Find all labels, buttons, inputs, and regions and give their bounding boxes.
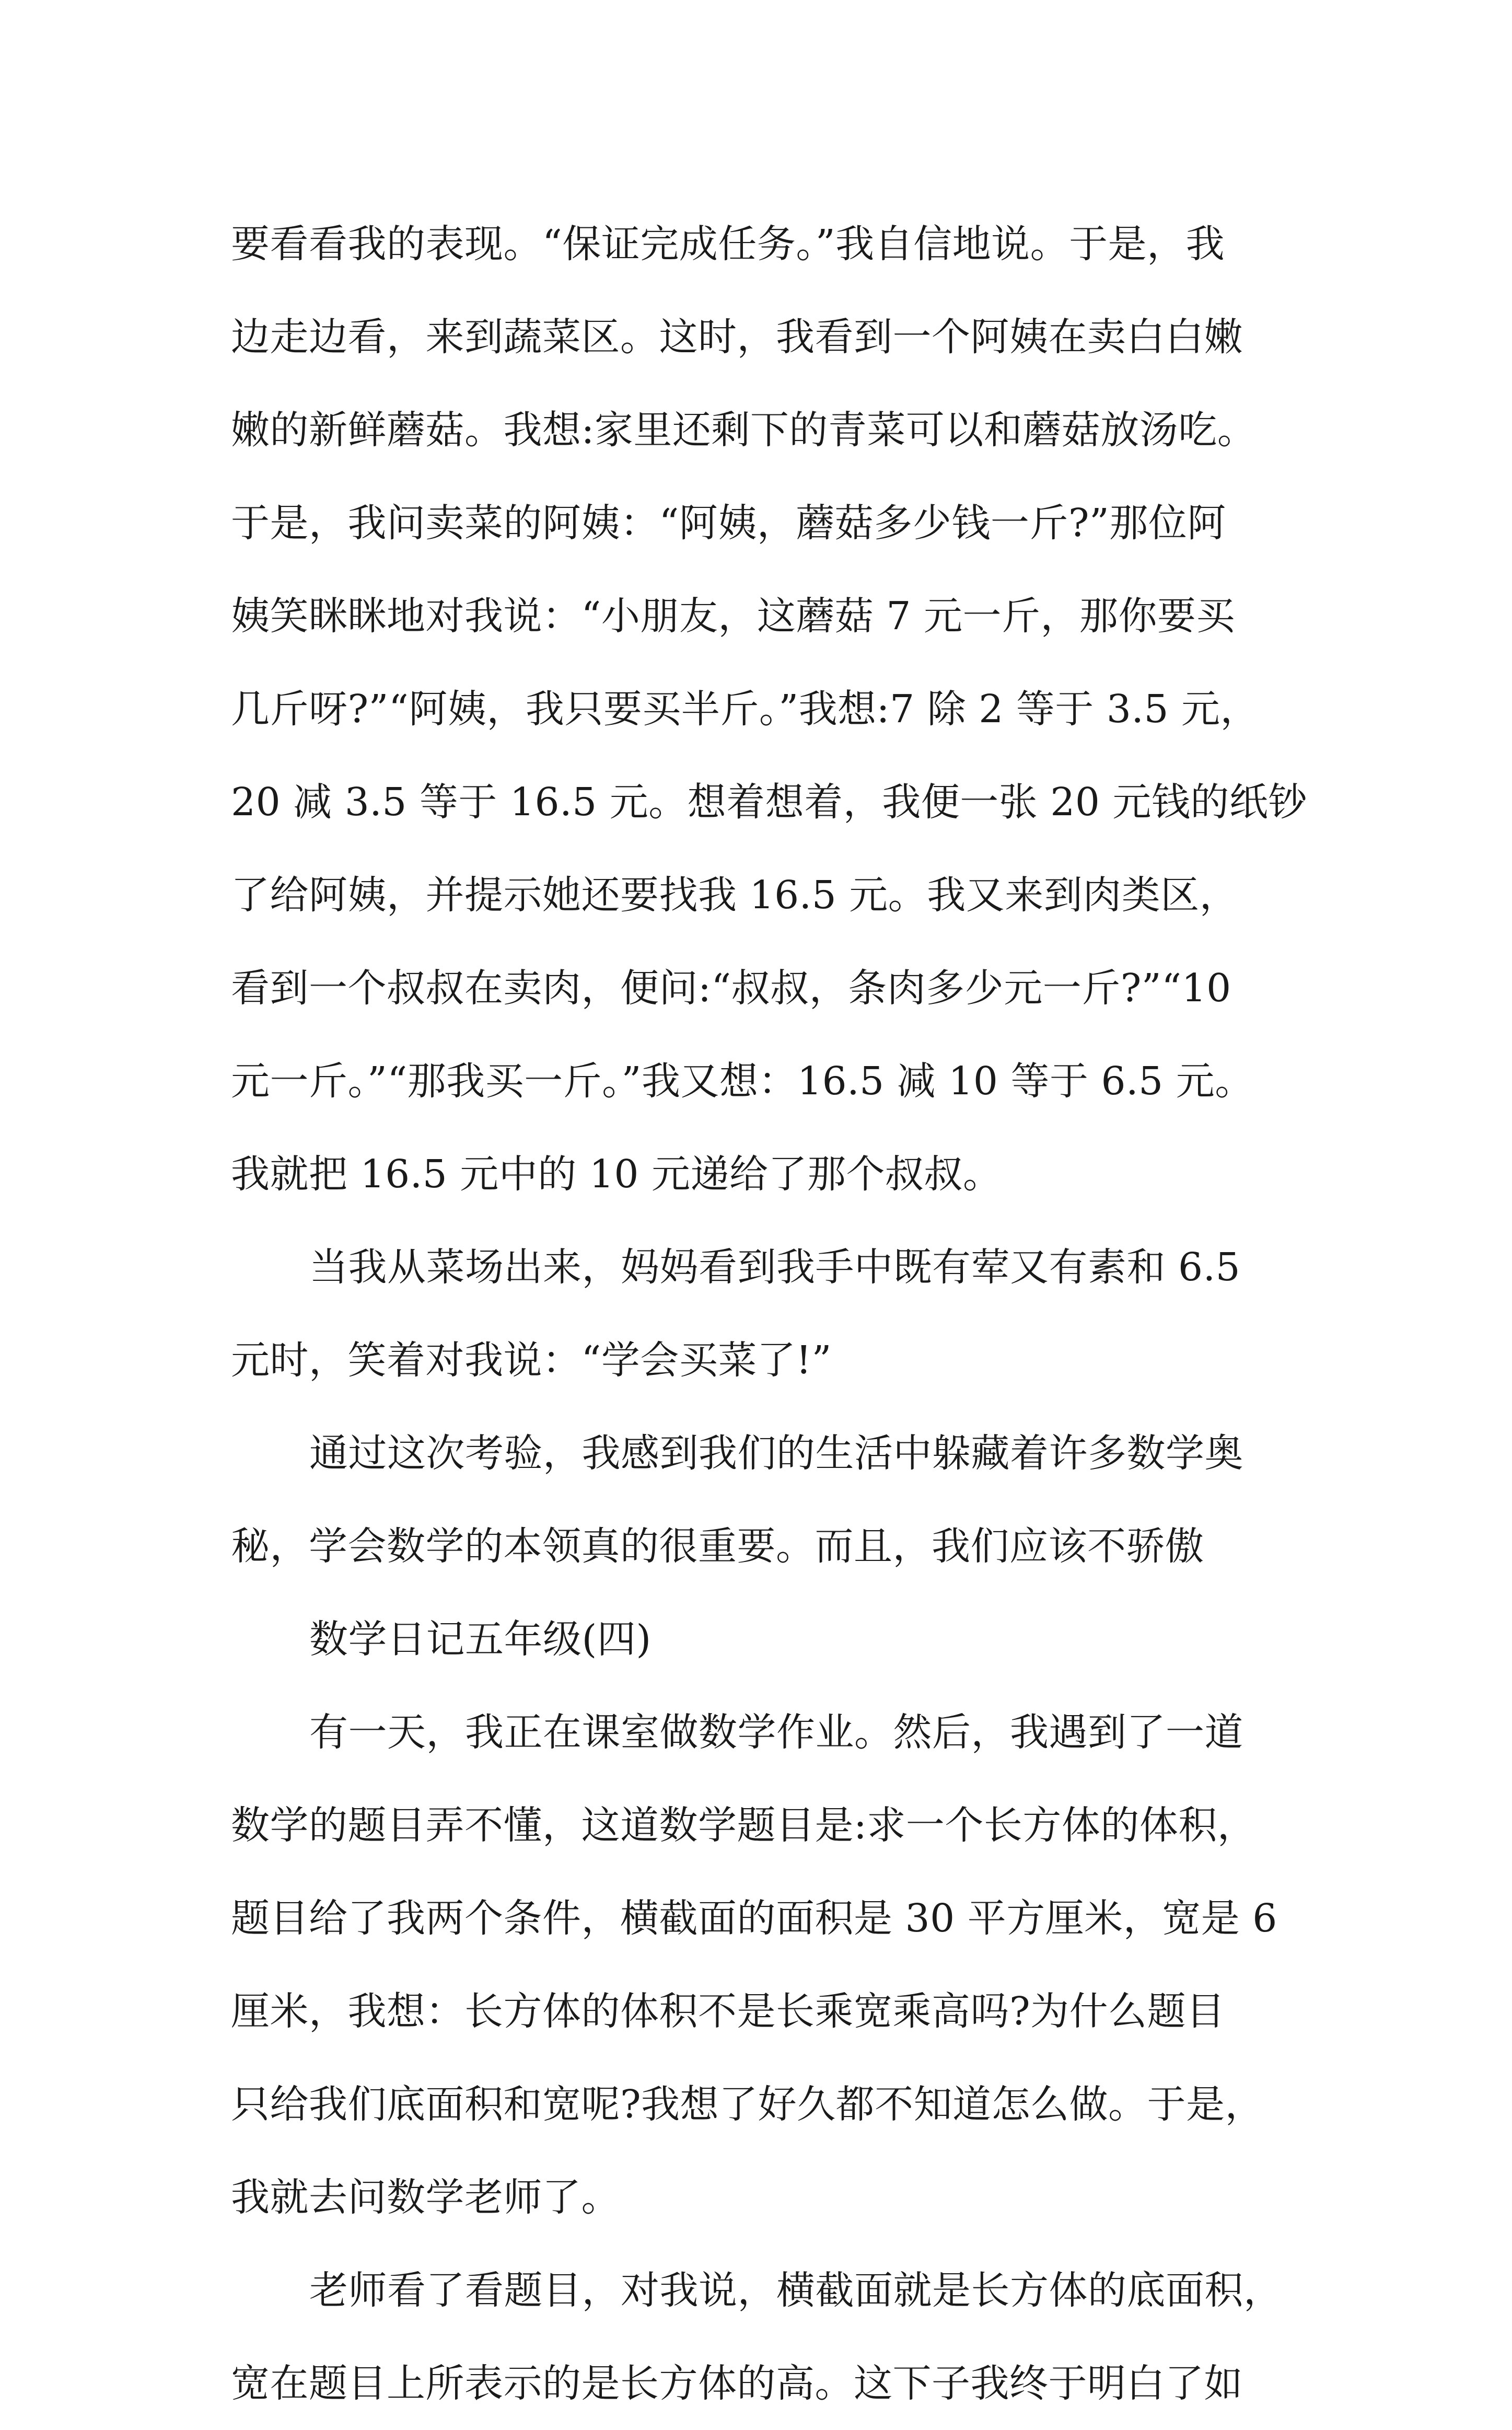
text-line: 只给我们底面积和宽呢?我想了好久都不知道怎么做。于是， [231, 2082, 1264, 2127]
text-line: 几斤呀?”“阿姨，我只要买半斤。”我想:7 除 2 等于 3.5 元， [231, 687, 1260, 732]
text-line: 老师看了看题目，对我说，横截面就是长方体的底面积， [309, 2268, 1283, 2313]
text-line: 通过这次考验，我感到我们的生活中躲藏着许多数学奥 [309, 1431, 1243, 1476]
text-line: 题目给了我两个条件，横截面的面积是 30 平方厘米，宽是 6 [231, 1896, 1277, 1941]
text-line: 姨笑眯眯地对我说：“小朋友，这蘑菇 7 元一斤，那你要买 [231, 594, 1235, 639]
text-line: 宽在题目上所表示的是长方体的高。这下子我终于明白了如 [231, 2361, 1243, 2406]
text-line: 边走边看，来到蔬菜区。这时，我看到一个阿姨在卖白白嫩 [231, 315, 1243, 360]
text-line: 看到一个叔叔在卖肉，便问:“叔叔，条肉多少元一斤?”“10 [231, 966, 1231, 1011]
text-line: 数学日记五年级(四) [309, 1617, 652, 1662]
text-line: 我就把 16.5 元中的 10 元递给了那个叔叔。 [231, 1152, 1002, 1197]
text-line: 我就去问数学老师了。 [231, 2175, 620, 2220]
text-line: 当我从菜场出来，妈妈看到我手中既有荤又有素和 6.5 [309, 1245, 1241, 1290]
text-line: 元时，笑着对我说：“学会买菜了!” [231, 1338, 832, 1383]
text-line: 元一斤。”“那我买一斤。”我又想：16.5 减 10 等于 6.5 元。 [231, 1059, 1254, 1104]
text-line: 厘米，我想：长方体的体积不是长乘宽乘高吗?为什么题目 [231, 1989, 1225, 2034]
text-line: 要看看我的表现。“保证完成任务。”我自信地说。于是，我 [231, 222, 1225, 267]
text-line: 于是，我问卖菜的阿姨：“阿姨，蘑菇多少钱一斤?”那位阿 [231, 501, 1226, 546]
text-line: 数学的题目弄不懂，这道数学题目是:求一个长方体的体积， [231, 1803, 1257, 1848]
text-line: 了给阿姨，并提示她还要找我 16.5 元。我又来到肉类区， [231, 873, 1239, 918]
text-line: 有一天，我正在课室做数学作业。然后，我遇到了一道 [309, 1710, 1243, 1755]
text-line: 嫩的新鲜蘑菇。我想:家里还剩下的青菜可以和蘑菇放汤吃。 [231, 408, 1257, 453]
text-line: 20 减 3.5 等于 16.5 元。想着想着，我便一张 20 元钱的纸钞 [231, 780, 1307, 825]
text-line: 秘，学会数学的本领真的很重要。而且，我们应该不骄傲 [231, 1524, 1204, 1569]
document-body [231, 198, 1307, 2430]
